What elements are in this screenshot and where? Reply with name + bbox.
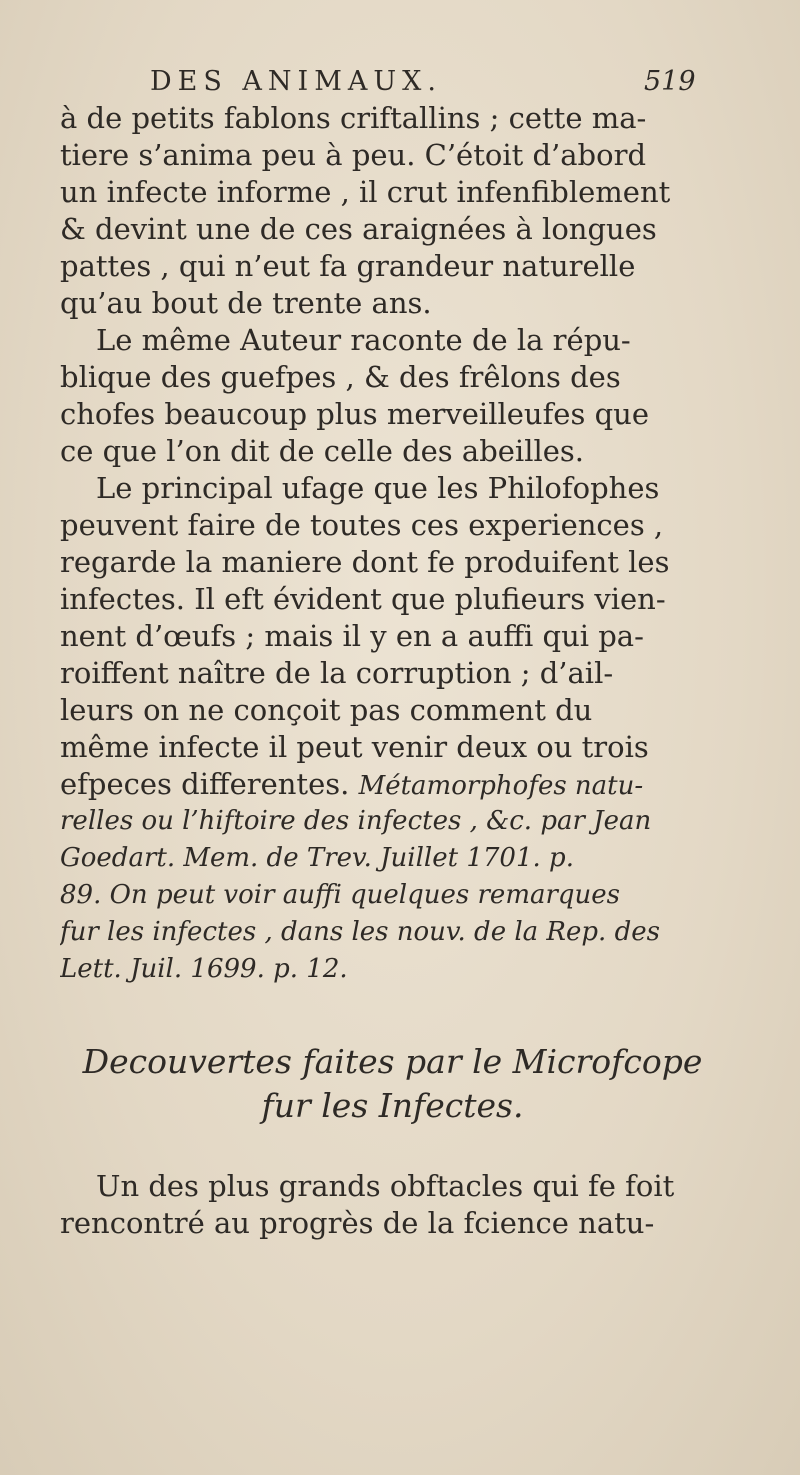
text-segment: efpeces differentes. [60, 767, 350, 801]
text-line: Un des plus grands obftacles qui fe foit [96, 1169, 675, 1203]
text-line [60, 766, 725, 803]
text-line: un infecte informe , il crut infenfiblement [60, 175, 671, 209]
text-line: Le même Auteur raconte de la répu- [96, 323, 631, 357]
text-line: qu’au bout de trente ans. [60, 286, 432, 320]
spacer [60, 1128, 725, 1168]
citation-line: fur les infectes , dans les nouv. de la Rep. des [60, 917, 660, 947]
section-heading: fur les Infectes. [261, 1086, 524, 1125]
spacer [60, 988, 725, 1040]
text-line: rencontré au progrès de la fcience natu- [60, 1206, 655, 1240]
text-line: même infecte il peut venir deux ou trois [60, 730, 649, 764]
text-line: Le principal ufage que les Philofophes [96, 471, 660, 505]
citation-line: Lett. Juil. 1699. p. 12. [60, 954, 348, 984]
text-line: tiere s’anima peu à peu. C’étoit d’abord [60, 138, 647, 172]
text-line: nent d’œufs ; mais il y en a auffi qui pa- [60, 619, 644, 653]
text-line: leurs on ne conçoit pas comment du [60, 693, 593, 727]
page-number: 519 [644, 66, 696, 97]
text-line: blique des guefpes , & des frêlons des [60, 360, 621, 394]
citation-line: relles ou l’hiftoire des infectes , &c. par Jean [60, 806, 652, 836]
section-heading: Decouvertes faites par le Microfcope [82, 1042, 703, 1081]
citation-line: 89. On peut voir auffi quelques remarques [60, 880, 621, 910]
running-title: DES ANIMAUX. [150, 66, 442, 97]
text-line: pattes , qui n’eut fa grandeur naturelle [60, 249, 636, 283]
citation-line: Goedart. Mem. de Trev. Juillet 1701. p. [60, 843, 574, 873]
text-line: infectes. Il eft évident que plufieurs vien- [60, 582, 666, 616]
text-line: peuvent faire de toutes ces experiences , [60, 508, 664, 542]
text-line: ce que l’on dit de celle des abeilles. [60, 434, 585, 468]
text-line: chofes beaucoup plus merveilleufes que [60, 397, 649, 431]
body-text [60, 100, 725, 1242]
running-head [0, 66, 800, 102]
citation-segment: Métamorphofes natu- [358, 771, 644, 801]
text-line: regarde la maniere dont fe produifent les [60, 545, 670, 579]
text-line: à de petits fablons criftallins ; cette ma- [60, 101, 647, 135]
text-line: & devint une de ces araignées à longues [60, 212, 657, 246]
text-line: roiffent naître de la corruption ; d’ail- [60, 656, 614, 690]
